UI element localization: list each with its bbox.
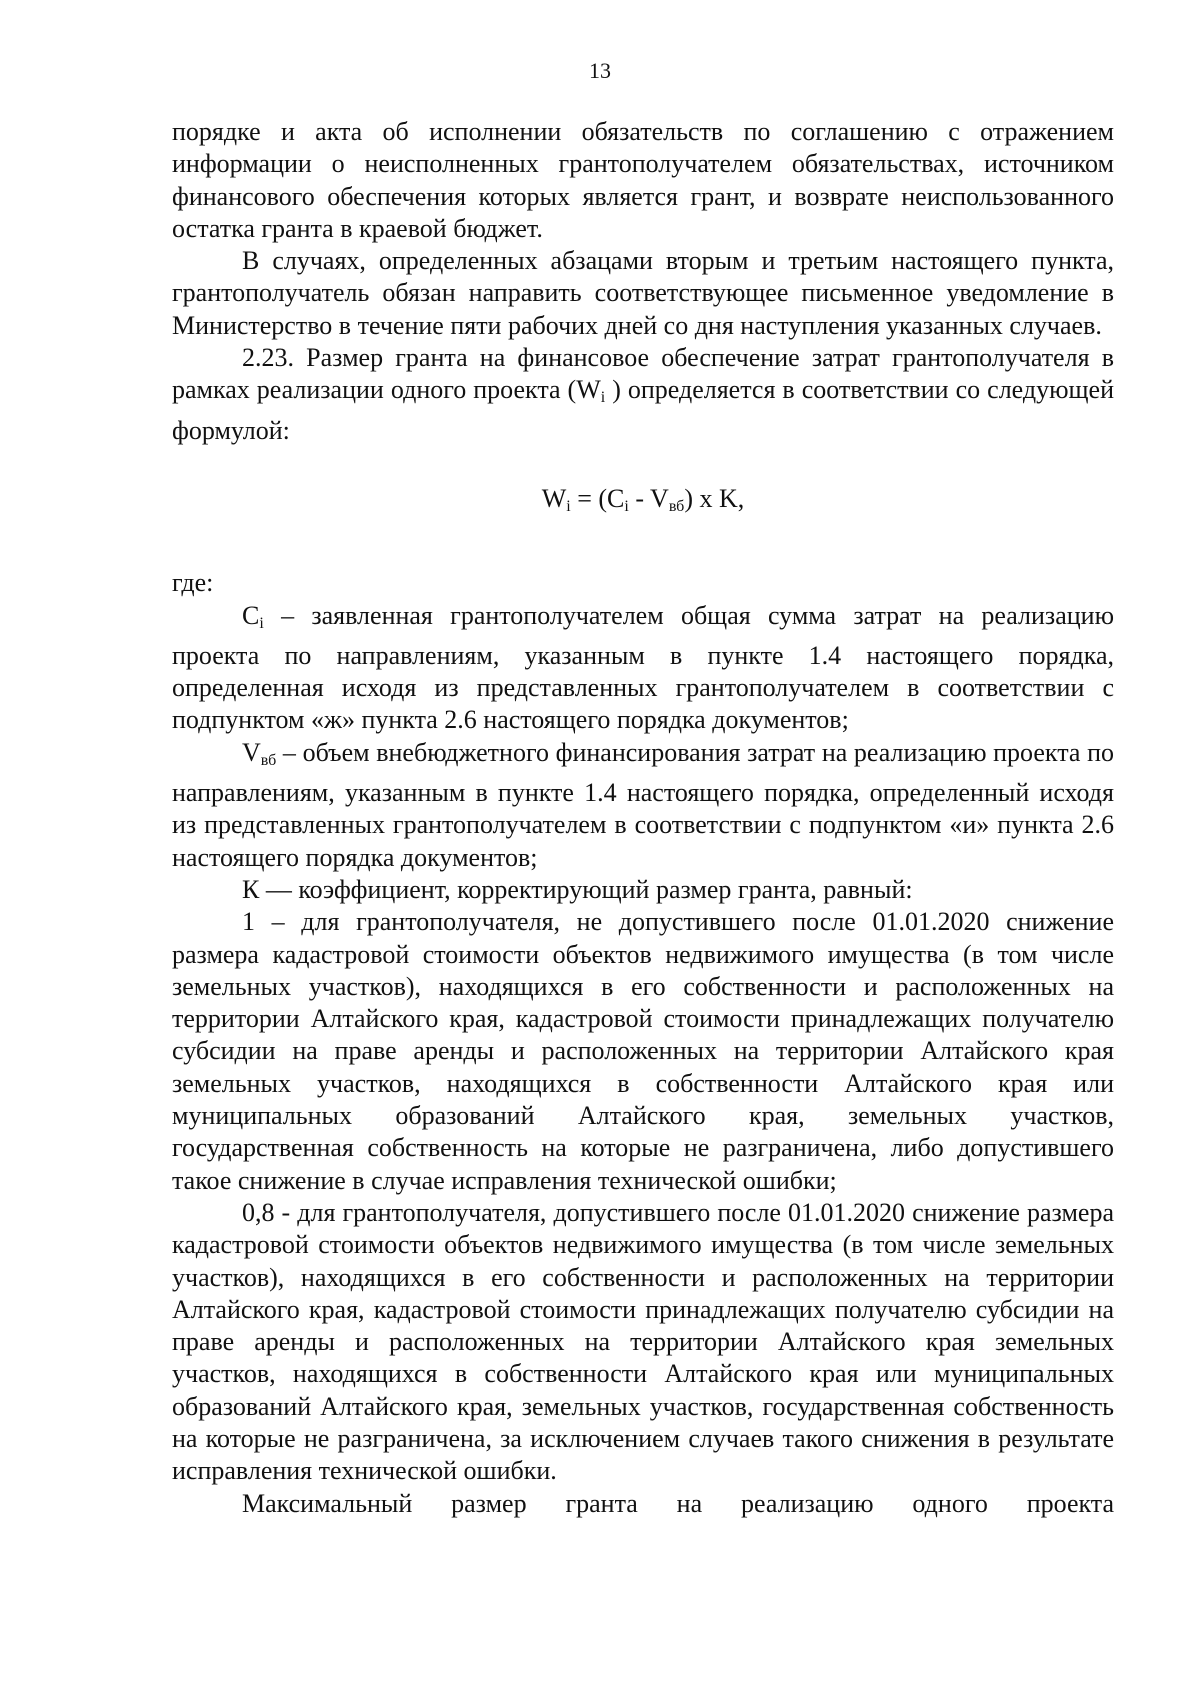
grant-formula — [172, 483, 1114, 523]
formula-w-subscript: i — [566, 497, 571, 515]
paragraph-continuation: порядке и акта об исполнении обязательств по соглашению с отражением информации о неисполненных грантополучателем обязательствах, источником финансового обеспечения которых является грант, и возврате неиспользованного остатка гранта в краевой бюджет. — [172, 117, 1114, 243]
formula-w: W — [541, 483, 567, 513]
page-number: 13 — [589, 58, 611, 83]
definition-v-subscript: вб — [260, 751, 277, 769]
definition-c-subscript: i — [259, 614, 264, 632]
definition-v-text: – объем внебюджетного финансирования затрат на реализацию проекта по направлениям, указанным в пункте 1.4 настоящего порядка, определенный исходя из представленных грантополучателем в соответствии с подпунктом «и» пункта 2.6 настоящего порядка документов; — [172, 737, 1114, 872]
definition-v — [172, 737, 1114, 874]
definition-v-symbol: V — [242, 737, 261, 767]
coefficient-0-8-paragraph: 0,8 - для грантополучателя, допустившего после 01.01.2020 снижение размера кадастровой стоимости объектов недвижимого имущества (в том числе земельных участков), находящихся в его собственности и расположенных на территории Алтайского края, кадастровой стоимости принадлежащих получателю субсидии на праве аренды и расположенных на территории Алтайского края земельных участков, находящихся в собственности Алтайского края или муниципальных образований Алтайского края, земельных участков, государственная собственность на которые не разграничена, за исключением случаев такого снижения в результате исправления технической ошибки. — [172, 1197, 1114, 1486]
where-label: где: — [172, 568, 214, 598]
definition-c — [172, 600, 1114, 737]
coefficient-1-paragraph: 1 – для грантополучателя, не допустившего после 01.01.2020 снижение размера кадастровой стоимости объектов недвижимого имущества (в том числе земельных участков), находящихся в его собственности и расположенных на территории Алтайского края, кадастровой стоимости принадлежащих получателю субсидии на праве аренды и расположенных на территории Алтайского края земельных участков, находящихся в собственности Алтайского края или муниципальных образований Алтайского края, земельных участков, государственная собственность на которые не разграничена, либо допустившего такое снижение в случае исправления технической ошибки; — [172, 907, 1114, 1195]
definition-k: К — коэффициент, корректирующий размер гранта, равный: — [242, 874, 913, 904]
paragraph-2-23 — [172, 342, 1114, 447]
paragraph-2-23-text-start: 2.23. Размер гранта на финансовое обеспечение затрат грантополучателя в рамках реализации одного проекта (W — [172, 343, 1114, 405]
formula-v-subscript: вб — [668, 497, 685, 515]
formula-minus-v: - V — [628, 483, 669, 513]
paragraph-2-23-text-end: ) определяется в соответствии со следующей формулой: — [172, 375, 1114, 445]
document-body — [172, 116, 1114, 1520]
definition-c-text: – заявленная грантополучателем общая сумма затрат на реализацию проекта по направлениям, указанным в пункте 1.4 настоящего порядка, определенная исходя из представленных грантополучателем в соответствии с подпунктом «ж» пункта 2.6 настоящего порядка документов; — [172, 600, 1114, 735]
paragraph-notification: В случаях, определенных абзацами вторым и третьим настоящего пункта, грантополучатель обязан направить соответствующее письменное уведомление в Министерство в течение пяти рабочих дней со дня наступления указанных случаев. — [172, 246, 1114, 340]
max-grant-paragraph: Максимальный размер гранта на реализацию одного проекта — [242, 1488, 1114, 1518]
formula-eq-open: = (C — [570, 483, 625, 513]
paragraph-2-23-subscript: i — [600, 389, 606, 407]
formula-c-subscript: i — [624, 497, 629, 515]
definition-c-symbol: C — [242, 600, 260, 630]
formula-close: ) x K, — [684, 483, 745, 513]
